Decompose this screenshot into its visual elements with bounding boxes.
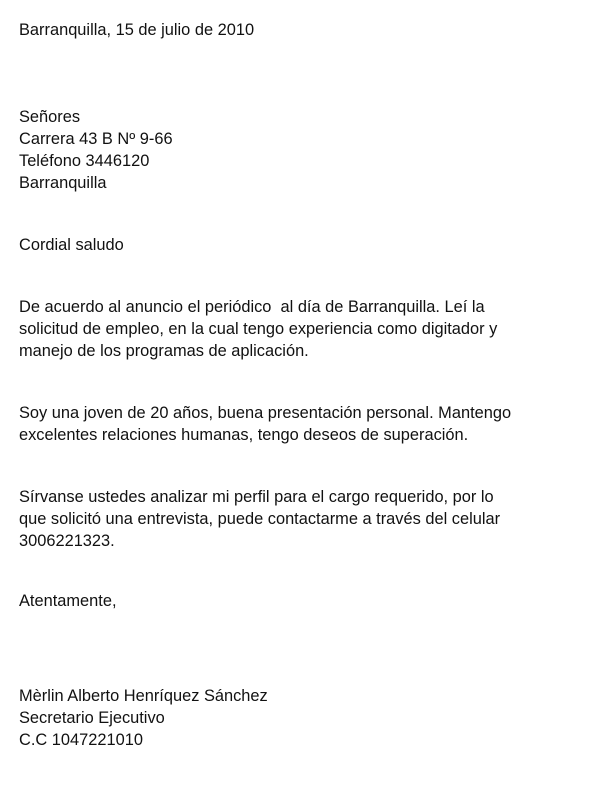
- date-text: Barranquilla, 15 de julio de 2010: [19, 21, 255, 39]
- addressee-city: Barranquilla: [19, 174, 107, 192]
- signature-block: [19, 685, 589, 751]
- letter-date: [19, 19, 589, 41]
- paragraph-line: que solicitó una entrevista, puede contactarme a través del celular: [19, 510, 501, 528]
- paragraph-1: [19, 296, 589, 362]
- addressee-block: [19, 106, 589, 194]
- closing: [19, 590, 589, 612]
- paragraph-3: [19, 486, 589, 552]
- closing-text: Atentamente,: [19, 592, 117, 610]
- addressee-title: Señores: [19, 108, 81, 126]
- paragraph-line: excelentes relaciones humanas, tengo deseos de superación.: [19, 426, 469, 444]
- paragraph-line: De acuerdo al anuncio el periódico al día de Barranquilla. Leí la: [19, 298, 485, 316]
- signer-name: Mèrlin Alberto Henríquez Sánchez: [19, 687, 268, 705]
- greeting-text: Cordial saludo: [19, 236, 124, 254]
- letter-body: [19, 19, 589, 751]
- paragraph-2: [19, 402, 589, 446]
- addressee-phone: Teléfono 3446120: [19, 152, 150, 170]
- paragraph-line: Sírvanse ustedes analizar mi perfil para el cargo requerido, por lo: [19, 488, 494, 506]
- paragraph-line: manejo de los programas de aplicación.: [19, 342, 309, 360]
- signer-position: Secretario Ejecutivo: [19, 709, 165, 727]
- addressee-street: Carrera 43 B Nº 9-66: [19, 130, 173, 148]
- signer-id: C.C 1047221010: [19, 731, 143, 749]
- paragraph-line: 3006221323.: [19, 532, 115, 550]
- greeting: [19, 234, 589, 256]
- paragraph-line: Soy una joven de 20 años, buena presentación personal. Mantengo: [19, 404, 512, 422]
- paragraph-line: solicitud de empleo, en la cual tengo experiencia como digitador y: [19, 320, 498, 338]
